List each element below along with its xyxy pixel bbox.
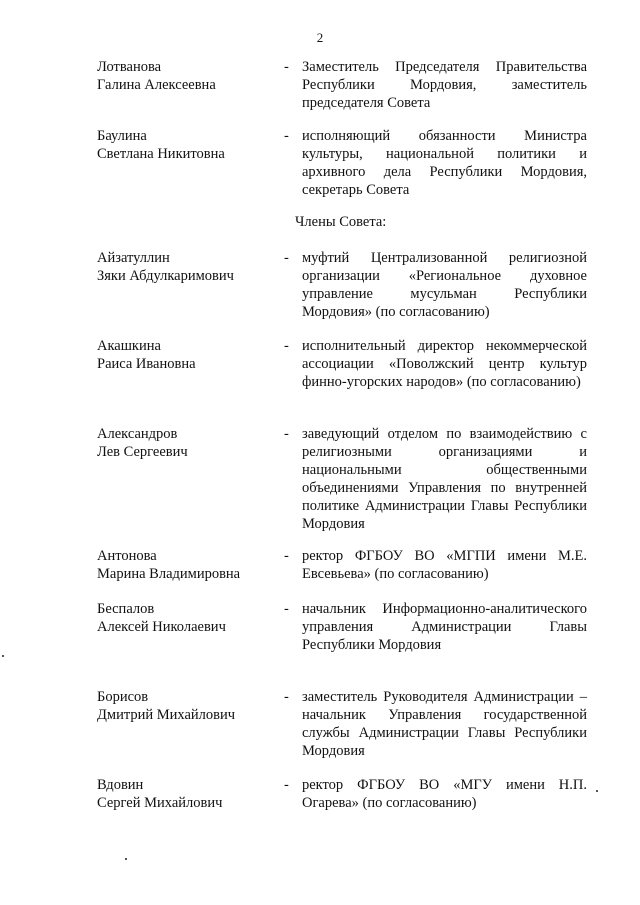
member-role: заведующий отделом по взаимодействию с религиозными организациями и национальными общественными объединениями Управления по внутренней политике Администрации Главы Республики Мордовия <box>302 426 587 532</box>
separator-dash: - <box>284 548 289 564</box>
member-name <box>97 337 277 373</box>
member-name <box>97 688 277 724</box>
member-given-names: Марина Владимировна <box>97 566 241 582</box>
member-surname: Айзатуллин <box>97 250 170 266</box>
member-given-names: Галина Алексеевна <box>97 77 216 93</box>
member-surname: Беспалов <box>97 601 155 617</box>
section-title: Члены Совета: <box>295 214 387 230</box>
member-surname: Вдовин <box>97 777 144 793</box>
member-name <box>97 58 277 94</box>
scan-speck <box>596 790 598 792</box>
member-name <box>97 249 277 285</box>
member-role: ректор ФГБОУ ВО «МГУ имени Н.П. Огарева» (по согласованию) <box>302 777 587 811</box>
member-given-names: Светлана Никитовна <box>97 146 225 162</box>
member-surname: Александров <box>97 426 178 442</box>
member-role: исполняющий обязанности Министра культуры, национальной политики и архивного дела Республики Мордовия, секретарь Совета <box>302 128 587 198</box>
separator-dash: - <box>284 601 289 617</box>
member-given-names: Зяки Абдулкаримович <box>97 268 234 284</box>
member-given-names: Лев Сергеевич <box>97 444 188 460</box>
member-surname: Борисов <box>97 689 149 705</box>
scan-speck <box>2 655 4 657</box>
member-surname: Лотванова <box>97 59 162 75</box>
member-given-names: Дмитрий Михайлович <box>97 707 236 723</box>
member-given-names: Алексей Николаевич <box>97 619 226 635</box>
member-name <box>97 776 277 812</box>
member-role: ректор ФГБОУ ВО «МГПИ имени М.Е. Евсевьева» (по согласованию) <box>302 548 587 582</box>
member-name <box>97 425 277 461</box>
member-name <box>97 547 277 583</box>
member-role: начальник Информационно-аналитического управления Администрации Главы Республики Мордовия <box>302 601 587 653</box>
member-given-names: Раиса Ивановна <box>97 356 196 372</box>
separator-dash: - <box>284 128 289 144</box>
member-role: заместитель Руководителя Администрации – начальник Управления государственной службы Администрации Главы Республики Мордовия <box>302 689 587 759</box>
page-number: 2 <box>316 30 324 45</box>
member-given-names: Сергей Михайлович <box>97 795 223 811</box>
member-role: Заместитель Председателя Правительства Республики Мордовия, заместитель председателя Совета <box>302 59 587 111</box>
member-surname: Баулина <box>97 128 147 144</box>
separator-dash: - <box>284 689 289 705</box>
scan-speck <box>125 858 127 860</box>
member-role: муфтий Централизованной религиозной организации «Региональное духовное управление мусульман Республики Мордовия» (по согласованию) <box>302 250 587 320</box>
member-name <box>97 600 277 636</box>
member-surname: Акашкина <box>97 338 161 354</box>
member-role: исполнительный директор некоммерческой ассоциации «Поволжский центр культур финно-угорских народов» (по согласованию) <box>302 338 587 390</box>
member-name <box>97 127 277 163</box>
separator-dash: - <box>284 777 289 793</box>
separator-dash: - <box>284 338 289 354</box>
separator-dash: - <box>284 59 289 75</box>
separator-dash: - <box>284 250 289 266</box>
separator-dash: - <box>284 426 289 442</box>
member-surname: Антонова <box>97 548 157 564</box>
